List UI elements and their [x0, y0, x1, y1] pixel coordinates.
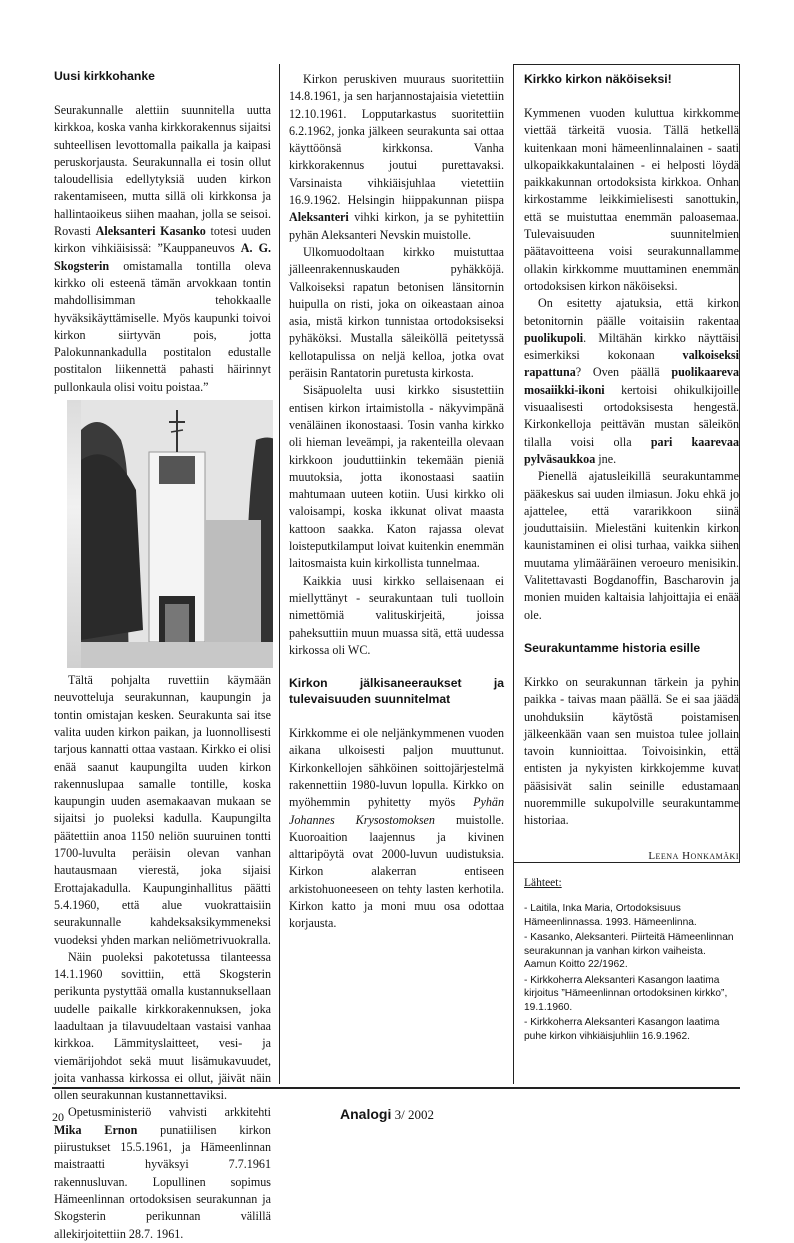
paragraph: Näin puoleksi pakotetussa tilanteessa 14.1.1960 sovittiin, että Skogsterin perikunta pystyttää omalla kustannuksellaan uudelle paikalle kirkkorakennuksen, joka laadultaan ja tilavuudeltaan vastaisi vanhaa kirkkoa. Lämmityslaitteet, vesi- ja viemärijohdot sekä muut lisämukavuudet, joita vanhassa kirkossa ei ollut, jäivät näin ollen seurakunnan kustannettaviksi. [54, 949, 271, 1103]
article-column-2 [289, 71, 504, 933]
sidebar-right-rule [739, 64, 740, 862]
paragraph: Kaikkia uusi kirkko sellaisenaan ei miellyttänyt - seurakuntaan tuli tuolloin nimettömiä valituskirjeitä, joissa paheksuttiin muun muassa sitä, että uudessa kirkossa oli WC. [289, 573, 504, 657]
paragraph: On esitetty ajatuksia, että kirkon betonitornin päälle voitaisiin rakentaa puolikupoli. Miltähän kirkko näyttäisi esimerkiksi kokonaan valkoiseksi rapattuna? Oven päällä puolikaareva mosaiikki-ikoni kertoisi ohikulkijoille visuaalisesti ortodoksisesta hengestä. Kirkonkelloja peittävän mustan säleikön tilalla voisi olla pari kaarevaa pylväsaukkoa jne. [524, 296, 739, 466]
church-illustration [81, 400, 273, 668]
paragraph: Seurakunnalle alettiin suunnitella uutta kirkkoa, koska vanha kirkkorakennus sijaitsi suhteellisen levottomalla paikalla ja kaipasi peruskorjausta. Seurakunnalla ei tosin ollut taloudellisia edellytyksiä uuden kirkon rakentamiseen, mutta sillä oli kirkkonsa ja hallintaoikeus siihen maahan, jolla se seisoi. Rovasti Aleksanteri Kasanko totesi uuden kirkon vihkiäisissä: ”Kauppaneuvos A. G. Skogsterin omistamalla tontilla oleva kirkko oli esteenä tämän arvokkaan tontin mahdollisimman tehokkaalle hyväksikäyttämiselle. Myös kaupunki toivoi kirkon siirtyvän pois, jotta Palokunnankadulla postitalon edustalle postitalon liikennettä pahasti häirinnyt pullonkaula olisi voitu poistaa.” [54, 103, 271, 394]
column-rule-right [513, 64, 514, 1084]
magazine-issue: 3/ 2002 [394, 1107, 434, 1122]
paragraph: Kirkkomme ei ole neljänkymmenen vuoden aikana ulkoisesti paljon muuttunut. Kirkonkellojen sähköinen soittojärjestelmä rakennettiin 1980-luvun lopulla. Kirkko on myöhemmin pyhitetty myös Pyhän Johannes Krysostomoksen muistolle. Kuoroaition laajennus ja kivinen alttaripöytä ovat 2000-luvun uudistuksia. Kirkon alakerran entiseen arkistohuoneeseen on tehty lasten kerhotila. Kirkon katto ja moni muu osa odottaa korjausta. [289, 726, 504, 931]
page-number: 20 [52, 1110, 64, 1124]
article-column-1 [54, 68, 271, 1243]
section-heading-kirkko-kirkon-nakoiseksi: Kirkko kirkon näköiseksi! [524, 72, 672, 86]
paragraph: Opetusministeriö vahvisti arkkitehti Mika Ernon punatiilisen kirkon piirustukset 15.5.1961, ja Hämeenlinnan maistraatti hyväksyi 7.7.1961 rakennusluvan. Lopullinen sopimus Hämeenlinnan ortodoksisen seurakunnan ja Skogsterin perikunnan välillä allekirjoitettiin 28.7. 1961. [54, 1105, 271, 1241]
paragraph: Kirkon peruskiven muuraus suoritettiin 14.8.1961, ja sen harjannostajaisia vietettiin 12.10.1961. Lopputarkastus suoritettiin 6.2.1962, jonka jälkeen seurakunta sai ottaa käyttöönsä kirkkonsa. Vanha kirkkorakennus joutui purettavaksi. Varsinaista vihkiäisjuhlaa vietettiin 16.9.1962. Helsingin hiippakunnan piispa Aleksanteri vihki kirkon, ja se pyhitettiin pyhän Aleksanteri Nevskin muistolle. [289, 72, 504, 242]
magazine-footer [340, 1106, 434, 1123]
author-signature: Leena Honkamäki [648, 849, 739, 862]
sidebar-column [524, 71, 739, 1045]
section-heading-uusi-kirkkohanke: Uusi kirkkohanke [54, 69, 155, 83]
paragraph: Pienellä ajatusleikillä seurakuntamme pääkeskus sai uuden ilmiasun. Joku ehkä jo ajattelee, että vararikkoon siinä jouduttaisiin. Mielestäni kuitenkin kirkon kaunistaminen ei olisi turhaa, vaikka siihen muutama ylimääräinen veroeuro menisikin. Valitettavasti Bogdanoffin, Bascharovin ja monien muiden kaltaisia lahjoittajia ei enää ole. [524, 469, 739, 622]
sources-heading: Lähteet: [524, 876, 562, 889]
section-heading-jalkisaneeraukset: Kirkon jälkisaneeraukset ja tulevaisuuden suunnitelmat [289, 676, 504, 707]
column-rule-left [279, 64, 280, 1084]
source-item: - Kasanko, Aleksanteri. Piirteitä Hämeenlinnan seurakunnan ja vanhan kirkon vaiheista. Aamun Koitto 22/1962. [524, 932, 734, 971]
source-item: - Kirkkoherra Aleksanteri Kasangon laatima puhe kirkon vihkiäisjuhliin 16.9.1962. [524, 1017, 720, 1042]
paragraph: Kirkko on seurakunnan tärkein ja pyhin paikka - taivas maan päällä. Se ei saa jäädä unohduksiin käytöstä poistamisen jälkeenkään vaan sen muistoa tulee jollain tavoin kunnioittaa. Toivoisinkin, että entisten ja nykyisten kirkkojemme kuvat pääsisivät salin seinille edustamaan nuoremmille sukupolville seurakuntamme historiaa. [524, 674, 739, 828]
paragraph: Ulkomuodoltaan kirkko muistuttaa jälleenrakennuskauden pyhäkköjä. Valkoiseksi rapatun betonisen länsitornin huipulla on risti, joka on oikeastaan ainoa asia, mistä kirkon tunnistaa ortodoksiseksi pyhäköksi. Mustalla säleiköllä peitetyssä kellotapulissa on neljä kelloa, jotka ovat peräisin Rantatorin puretusta kirkosta. [289, 244, 504, 381]
paragraph: Sisäpuolelta uusi kirkko sisustettiin entisen kirkon irtaimistolla - näkyvimpänä venäläinen ikonostaasi. Tosin vanha kirkko oli hieman leveämpi, ja rakenteilla olevaan kirkkoon jouduttiinkin tekemään pieniä muutoksia, jotta ikonostaasi saatiin mahtumaan uuteen kotiin. Uusi kirkko oli valoisampi, koska ikkunat olivat maasta kattoon saakka. Katon rajassa olevat loisteputkilamput loivat kuitenkin enemmän laitosmaista kuin kirkollista tunnelmaa. [289, 383, 504, 571]
source-item: - Kirkkoherra Aleksanteri Kasangon laatima kirjoitus ”Hämeenlinnan ortodoksinen kirkko”, 19.1.1960. [524, 974, 728, 1013]
magazine-name: Analogi [340, 1106, 392, 1122]
paragraph: Kymmenen vuoden kuluttua kirkkomme viettää tärkeitä vuosia. Tällä hetkellä kuitenkaan moni hämeenlinnalainen - saati ulkopaikkakuntalainen - ei helposti löydä paikkakunnan ortodoksista kirkkoa. Onhan kirkostamme leikkimielisesti sanottukin, että se muistuttaa enemmän paloasemaa. Tulevaisuuden suunnitelmien päätavoitteena voisi seurakunnallamme ollakin kirkkomme muuttaminen enemmän ortodoksisen kirkon näköiseksi. [524, 106, 739, 293]
section-heading-historia-esille: Seurakuntamme historia esille [524, 640, 701, 655]
paragraph: Tältä pohjalta ruvettiin käymään neuvotteluja seurakunnan, kaupungin ja tontin omistajan kesken. Seurakunta sai itse valita uuden kirkon paikan, ja luonnollisesti tarjous kannatti ottaa vastaan. Kirkko ei olisi enää saanut kaupungilta uuden kirkon rakennuslupaa samalle tontille, koska kaupungin uuden asemakaavan mukaan se sijaitsi jo puoleksi kadulla. Kaupungilta päätettiin anoa 1150 neliön suuruinen tontti 1700-luvulta peräisin olevan vanhan hautausmaan vierestä, joka sijaisi Erottajakadulla. Kaupunginhallitus päätti 5.4.1960, että alue vuokrattaisiin seurakunnalle kahdeksaksikymmeneksi vuodeksi yhden markan neliömetrivuokralla. [54, 396, 271, 949]
source-item: - Laitila, Inka Maria, Ortodoksisuus Hämeenlinnassa. 1993. Hämeenlinna. [524, 903, 697, 928]
sidebar-top-rule [514, 64, 740, 65]
church-photo [67, 400, 273, 668]
